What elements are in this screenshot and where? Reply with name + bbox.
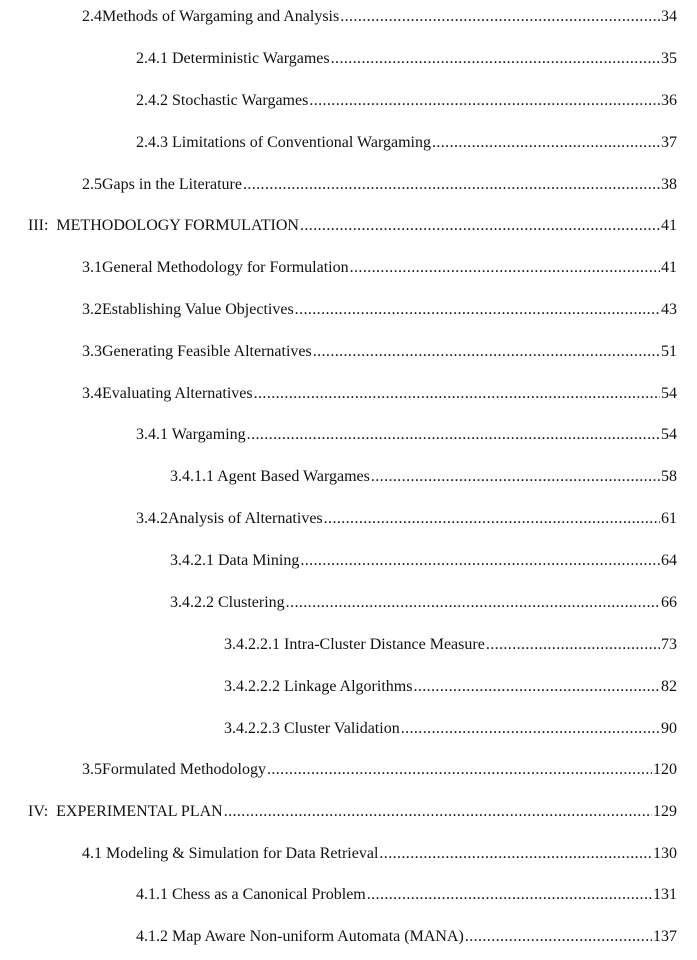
toc-entry-number: 3.5 [82, 761, 102, 778]
dot-leader [432, 134, 660, 152]
dot-leader [300, 552, 660, 570]
toc-entry[interactable] [170, 594, 677, 616]
toc-entry-title: 3.4.2.2 Clustering [170, 594, 285, 611]
toc-entry-number: 2.4 [82, 8, 102, 25]
toc-entry[interactable] [170, 552, 677, 574]
toc-entry-number: 3.4 [82, 385, 102, 402]
toc-entry[interactable] [170, 468, 677, 490]
toc-entry-number: 2.5 [82, 176, 102, 193]
toc-entry-page-number: 36 [661, 92, 677, 109]
toc-entry-title: 4.1 Modeling & Simulation for Data Retrieval [82, 845, 379, 862]
toc-entry-number: 3.3 [82, 343, 102, 360]
toc-entry-page-number: 82 [661, 678, 677, 695]
dot-leader [367, 886, 652, 904]
dot-leader [224, 803, 652, 821]
toc-entry-page-number: 54 [661, 385, 677, 402]
toc-entry-page-number: 58 [661, 468, 677, 485]
toc-entry[interactable] [28, 217, 677, 239]
toc-entry-title: 3.4.2.1 Data Mining [170, 552, 300, 569]
toc-entry-page-number: 130 [653, 845, 677, 862]
toc-entry-title: 3.4.2.2.2 Linkage Algorithms [224, 678, 413, 695]
toc-entry[interactable] [136, 50, 677, 72]
toc-entry[interactable] [224, 678, 677, 700]
dot-leader [465, 928, 652, 946]
toc-entry-title: 2.4.3 Limitations of Conventional Wargaming [136, 134, 431, 151]
toc-entry-page-number: 54 [661, 426, 677, 443]
toc-entry-page-number: 41 [661, 259, 677, 276]
toc-entry[interactable] [82, 343, 677, 365]
toc-entry-page-number: 131 [653, 886, 677, 903]
toc-entry-page-number: 129 [653, 803, 677, 820]
toc-entry[interactable] [82, 761, 677, 783]
toc-entry[interactable] [82, 845, 677, 867]
toc-entry[interactable] [224, 720, 677, 742]
toc-entry-title: Generating Feasible Alternatives [102, 343, 312, 360]
toc-entry[interactable] [136, 928, 677, 950]
toc-entry-title: 3.4.2.2.3 Cluster Validation [224, 720, 400, 737]
toc-entry-title: III: METHODOLOGY FORMULATION [28, 217, 299, 234]
toc-entry-page-number: 37 [661, 134, 677, 151]
toc-entry-title: 3.4.2Analysis of Alternatives [136, 510, 323, 527]
toc-entry-number: 3.1 [82, 259, 102, 276]
toc-entry-title: Establishing Value Objectives [102, 301, 294, 318]
toc-entry-title: 3.4.1.1 Agent Based Wargames [170, 468, 370, 485]
toc-entry-page-number: 38 [661, 176, 677, 193]
dot-leader [324, 510, 660, 528]
toc-entry[interactable] [224, 636, 677, 658]
dot-leader [413, 678, 660, 696]
dot-leader [247, 426, 660, 444]
toc-entry-title: Gaps in the Literature [102, 176, 242, 193]
toc-entry-title: 2.4.2 Stochastic Wargames [136, 92, 309, 109]
toc-entry-page-number: 41 [661, 217, 677, 234]
dot-leader [286, 594, 660, 612]
toc-entry[interactable] [136, 426, 677, 448]
toc-entry-title: 3.4.1 Wargaming [136, 426, 246, 443]
dot-leader [379, 845, 652, 863]
toc-entry-title: Evaluating Alternatives [102, 385, 253, 402]
toc-entry[interactable] [82, 8, 677, 30]
toc-entry-page-number: 64 [661, 552, 677, 569]
toc-entry-page-number: 120 [653, 761, 677, 778]
dot-leader [295, 301, 660, 319]
dot-leader [243, 176, 660, 194]
dot-leader [350, 259, 660, 277]
toc-entry[interactable] [136, 134, 677, 156]
toc-entry-page-number: 43 [661, 301, 677, 318]
toc-entry-title: Formulated Methodology [102, 761, 266, 778]
toc-entry-page-number: 35 [661, 50, 677, 67]
toc-entry-page-number: 90 [661, 720, 677, 737]
dot-leader [313, 343, 660, 361]
toc-entry[interactable] [28, 803, 677, 825]
toc-entry-page-number: 61 [661, 510, 677, 527]
toc-entry-title: General Methodology for Formulation [102, 259, 349, 276]
dot-leader [340, 8, 660, 26]
dot-leader [267, 761, 652, 779]
toc-entry[interactable] [136, 92, 677, 114]
dot-leader [331, 50, 660, 68]
toc-entry-title: IV: EXPERIMENTAL PLAN [28, 803, 223, 820]
toc-entry[interactable] [82, 259, 677, 281]
dot-leader [309, 92, 660, 110]
toc-entry-page-number: 51 [661, 343, 677, 360]
toc-entry-page-number: 137 [653, 928, 677, 945]
dot-leader [300, 217, 660, 235]
toc-entry-title: Methods of Wargaming and Analysis [102, 8, 340, 25]
dot-leader [254, 385, 660, 403]
dot-leader [401, 720, 660, 738]
toc-entry-title: 4.1.1 Chess as a Canonical Problem [136, 886, 366, 903]
toc-entry-page-number: 66 [661, 594, 677, 611]
toc-entry-number: 3.2 [82, 301, 102, 318]
toc-entry-title: 2.4.1 Deterministic Wargames [136, 50, 330, 67]
toc-entry-page-number: 73 [661, 636, 677, 653]
toc-entry-title: 3.4.2.2.1 Intra-Cluster Distance Measure [224, 636, 485, 653]
toc-entry[interactable] [136, 886, 677, 908]
toc-entry-title: 4.1.2 Map Aware Non-uniform Automata (MANA) [136, 928, 464, 945]
toc-entry[interactable] [82, 301, 677, 323]
dot-leader [371, 468, 660, 486]
toc-entry[interactable] [136, 510, 677, 532]
toc-entry-page-number: 34 [661, 8, 677, 25]
toc-entry[interactable] [82, 176, 677, 198]
dot-leader [486, 636, 660, 654]
toc-entry[interactable] [82, 385, 677, 407]
